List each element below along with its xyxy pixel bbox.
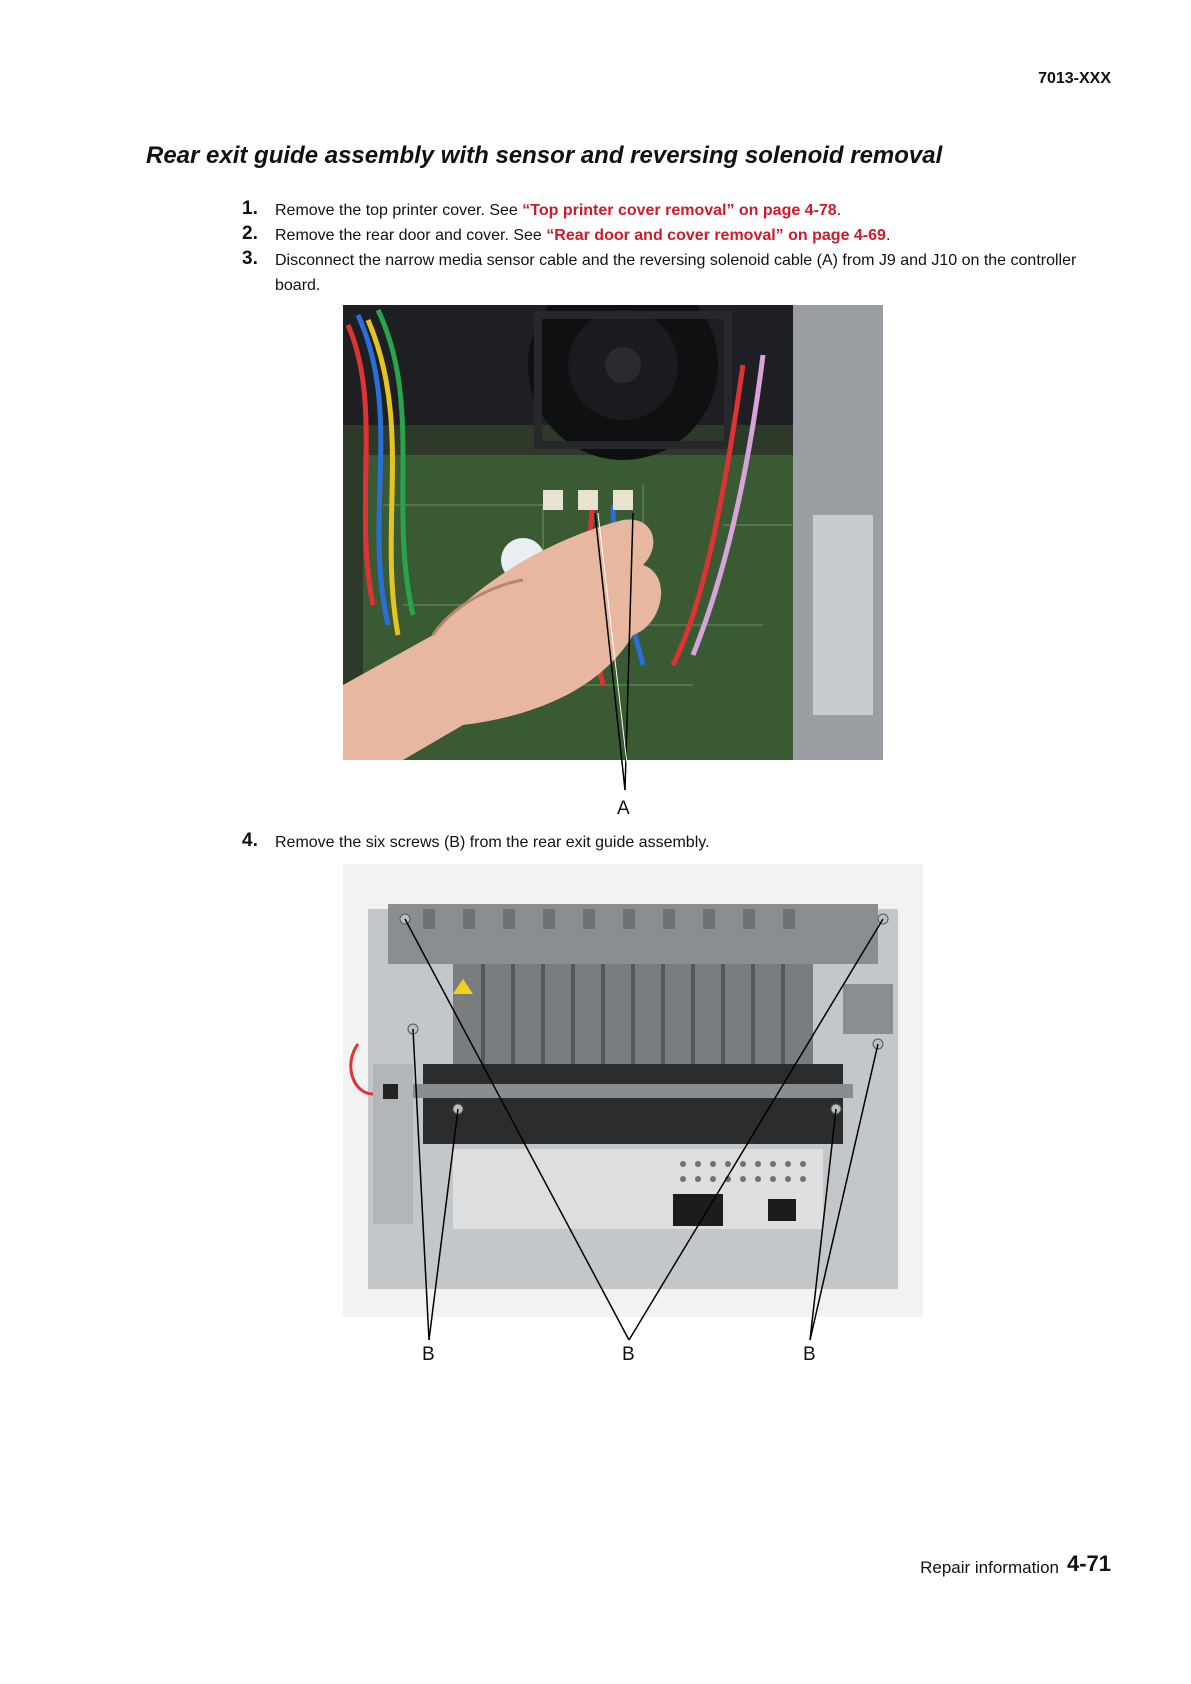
- step-number: 2.: [242, 223, 258, 244]
- callout-label-b-right: B: [803, 1344, 816, 1365]
- step-text-suffix: .: [836, 202, 842, 219]
- step-number: 3.: [242, 248, 258, 269]
- callout-label-b-left: B: [422, 1344, 435, 1365]
- step-text-suffix: .: [885, 227, 891, 244]
- step-2: [242, 223, 1102, 248]
- step-4: [242, 830, 1102, 855]
- callout-label-a: A: [617, 798, 630, 819]
- rear-exit-guide-photo: [343, 864, 923, 1317]
- controller-board-photo: [343, 305, 883, 760]
- step-text: [275, 198, 1102, 223]
- footer-page-number: 4-71: [1066, 1551, 1111, 1576]
- step-text: Remove the six screws (B) from the rear exit guide assembly.: [275, 834, 710, 851]
- step-text-prefix: Remove the top printer cover. See: [275, 202, 523, 219]
- step-number: 4.: [242, 830, 258, 851]
- step-number: 1.: [242, 198, 258, 219]
- step-text: [275, 223, 1102, 248]
- callout-label-b-center: B: [622, 1344, 635, 1365]
- step-1: [242, 198, 1102, 223]
- cross-reference-link[interactable]: “Top printer cover removal” on page 4-78: [522, 202, 837, 219]
- step-3: [242, 248, 1102, 298]
- section-title: Rear exit guide assembly with sensor and reversing solenoid removal: [146, 142, 943, 169]
- step-text: Disconnect the narrow media sensor cable and the reversing solenoid cable (A) from J9 and J10 on the controller board.: [275, 252, 1077, 294]
- cross-reference-link[interactable]: “Rear door and cover removal” on page 4-69: [546, 227, 886, 244]
- footer-section-name: Repair information: [920, 1558, 1059, 1577]
- step-text-prefix: Remove the rear door and cover. See: [275, 227, 547, 244]
- document-id: 7013-XXX: [1038, 70, 1111, 87]
